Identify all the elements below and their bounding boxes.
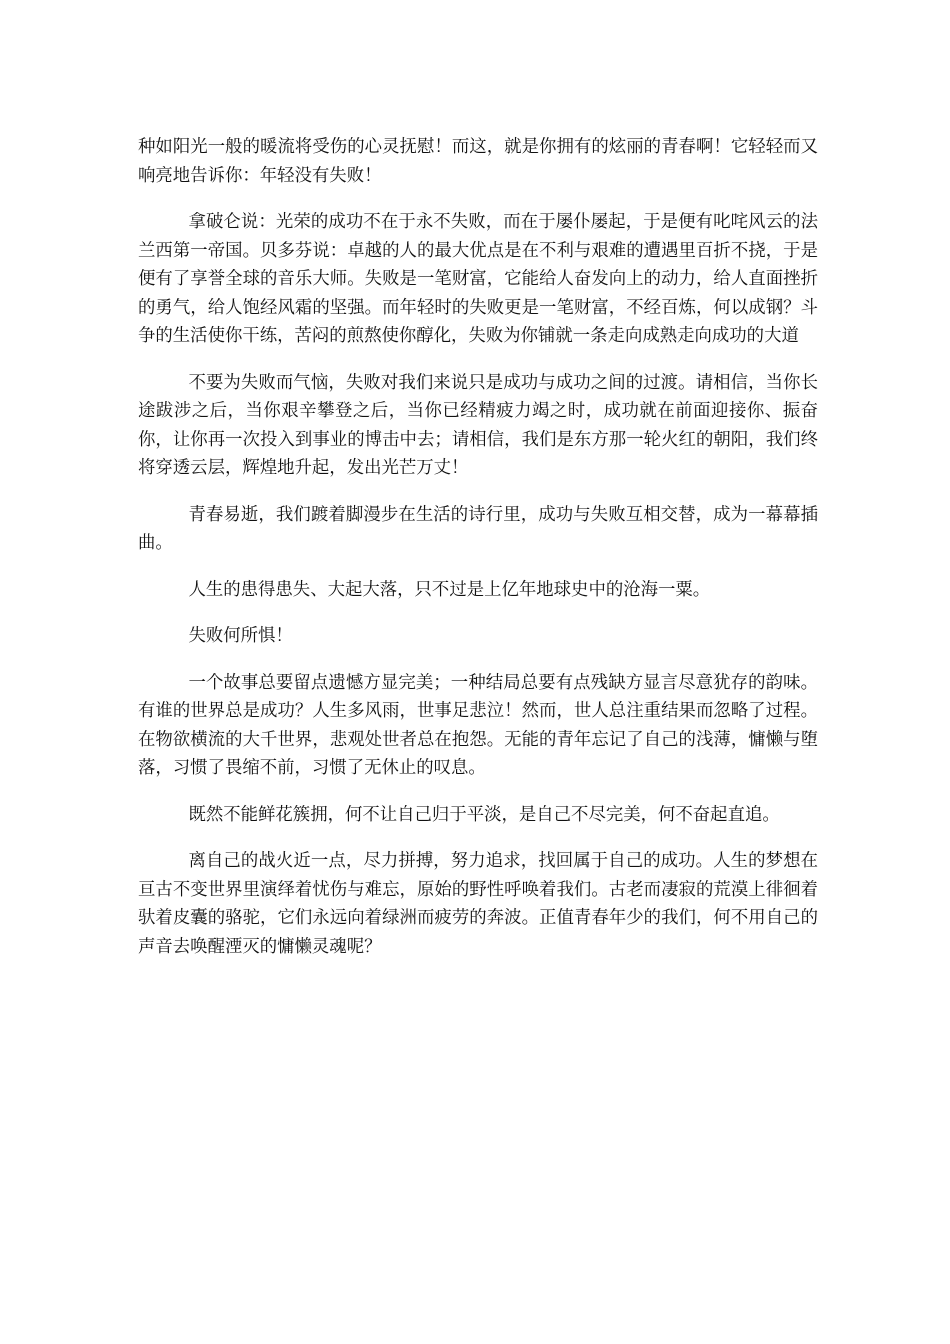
paragraph-4: 青春易逝，我们踱着脚漫步在生活的诗行里，成功与失败互相交替，成为一幕幕插曲。	[138, 504, 818, 553]
paragraph-1: 种如阳光一般的暖流将受伤的心灵抚慰！而这，就是你拥有的炫丽的青春啊！它轻轻而又响亮地告诉你：年轻没有失败！	[138, 137, 818, 186]
paragraph-9: 离自己的战火近一点，尽力拼搏，努力追求，找回属于自己的成功。人生的梦想在亘古不变世界里演绎着忧伤与难忘，原始的野性呼唤着我们。古老而凄寂的荒漠上徘徊着驮着皮囊的骆驼，它们永远向着绿洲而疲劳的奔波。正值青春年少的我们，何不用自己的声音去唤醒湮灭的慵懒灵魂呢？	[138, 851, 818, 957]
paragraph-6: 失败何所惧！	[188, 626, 293, 646]
paragraph-7: 一个故事总要留点遗憾方显完美；一种结局总要有点残缺方显言尽意犹存的韵味。有谁的世界总是成功？人生多风雨，世事足悲泣！然而，世人总注重结果而忽略了过程。在物欲横流的大千世界，悲观处世者总在抱怨。无能的青年忘记了自己的浅薄，慵懒与堕落，习惯了畏缩不前，习惯了无休止的叹息。	[138, 672, 818, 778]
paragraph-8: 既然不能鲜花簇拥，何不让自己归于平淡，是自己不尽完美，何不奋起直追。	[188, 804, 780, 825]
paragraph-5: 人生的患得患失、大起大落，只不过是上亿年地球史中的沧海一粟。	[188, 579, 711, 600]
paragraph-3: 不要为失败而气恼，失败对我们来说只是成功与成功之间的过渡。请相信，当你长途跋涉之后，当你艰辛攀登之后，当你已经精疲力竭之时，成功就在前面迎接你、振奋你，让你再一次投入到事业的博击中去；请相信，我们是东方那一轮火红的朝阳，我们终将穿透云层，辉煌地升起，发出光芒万丈！	[138, 372, 818, 478]
document-page	[138, 133, 818, 979]
paragraph-2: 拿破仑说：光荣的成功不在于永不失败，而在于屡仆屡起，于是便有叱咤风云的法兰西第一帝国。贝多芬说：卓越的人的最大优点是在不利与艰难的遭遇里百折不挠，于是便有了享誉全球的音乐大师。失败是一笔财富，它能给人奋发向上的动力，给人直面挫折的勇气，给人饱经风霜的坚强。而年轻时的失败更是一笔财富，不经百炼，何以成钢？斗争的生活使你干练，苦闷的煎熬使你醇化，失败为你铺就一条走向成熟走向成功的大道	[138, 212, 818, 346]
